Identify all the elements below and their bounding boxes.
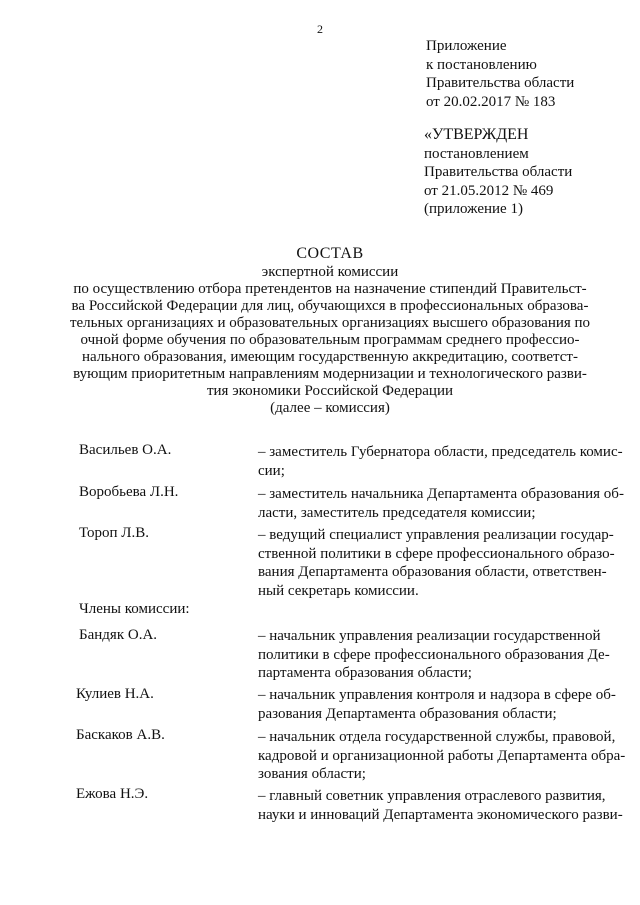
appendix-line: Приложение xyxy=(426,38,507,54)
approved-line: «УТВЕРЖДЕН xyxy=(424,126,529,143)
approved-line: от 21.05.2012 № 469 xyxy=(424,182,554,199)
approved-line: постановлением xyxy=(424,145,529,162)
member-name: Ежова Н.Э. xyxy=(76,786,149,802)
member-role-line: ный секретарь комиссии. xyxy=(258,582,419,599)
member-role-line: – заместитель Губернатора области, председатель комис- xyxy=(258,444,623,460)
member-role-line: кадровой и организационной работы Департамента обра- xyxy=(258,747,626,764)
appendix-line: от 20.02.2017 № 183 xyxy=(426,93,556,110)
member-role-line: ласти, заместитель председателя комиссии; xyxy=(258,504,536,521)
document-heading xyxy=(60,244,600,417)
page-number: 2 xyxy=(317,22,323,36)
member-role xyxy=(258,443,623,480)
member-name: Кулиев Н.А. xyxy=(76,686,154,702)
heading-line: нального образования, имеющим государственную аккредитацию, соответст- xyxy=(82,349,578,365)
member-role-line: – главный советник управления отраслевого развития, xyxy=(258,788,606,804)
member-role xyxy=(258,526,614,600)
member-name: Васильев О.А. xyxy=(79,442,172,458)
approved-line: Правительства области xyxy=(424,164,573,180)
approved-line: (приложение 1) xyxy=(424,201,523,217)
heading-line: тия экономики Российской Федерации xyxy=(206,383,454,399)
approved-block xyxy=(424,126,572,219)
member-name: Баскаков А.В. xyxy=(76,727,165,743)
member-role-line: сии; xyxy=(258,462,285,479)
member-role xyxy=(258,627,614,683)
appendix-line: Правительства области xyxy=(426,75,575,91)
member-role xyxy=(258,728,626,784)
member-role-line: – начальник управления контроля и надзора в сфере об- xyxy=(258,687,616,703)
member-role-line: политики в сфере профессионального образования Де- xyxy=(258,646,610,663)
heading-line: тельных организациях и образовательных организациях высшего образования по xyxy=(69,315,591,331)
member-role-line: – начальник отдела государственной службы, правовой, xyxy=(258,729,616,745)
member-role-line: ственной политики в сфере профессионального образо- xyxy=(258,545,615,562)
heading-line: ва Российской Федерации для лиц, обучающихся в профессиональных образова- xyxy=(71,298,589,314)
member-name: Бандяк О.А. xyxy=(79,627,158,643)
member-role-line: вания Департамента образования области, ответствен- xyxy=(258,564,607,580)
members-section-label: Члены комиссии: xyxy=(79,601,190,617)
heading-line: очной форме обучения по образовательным программам среднего профессио- xyxy=(80,332,580,348)
member-role-line: – заместитель начальника Департамента образования об- xyxy=(258,486,624,502)
heading-line: (далее – комиссия) xyxy=(270,400,390,416)
member-role-line: партамента образования области; xyxy=(258,665,472,681)
heading-line: экспертной комиссии xyxy=(261,264,399,280)
document-title: СОСТАВ xyxy=(296,245,364,262)
heading-line: вующим приоритетным направлениям модернизации и технологического разви- xyxy=(73,366,587,382)
appendix-block xyxy=(426,37,574,111)
member-role xyxy=(258,787,623,824)
appendix-line: к постановлению xyxy=(426,56,537,73)
heading-line: по осуществлению отбора претендентов на назначение стипендий Правительст- xyxy=(73,281,587,297)
member-role-line: науки и инноваций Департамента экономического разви- xyxy=(258,806,623,823)
member-role-line: – ведущий специалист управления реализации государ- xyxy=(258,527,614,543)
member-name: Тороп Л.В. xyxy=(79,525,149,541)
member-role xyxy=(258,485,624,522)
member-role-line: зования области; xyxy=(258,766,366,782)
member-name: Воробьева Л.Н. xyxy=(79,484,179,500)
member-role xyxy=(258,686,614,723)
member-role-line: разования Департамента образования области; xyxy=(258,705,557,722)
member-role-line: – начальник управления реализации государственной xyxy=(258,628,601,644)
